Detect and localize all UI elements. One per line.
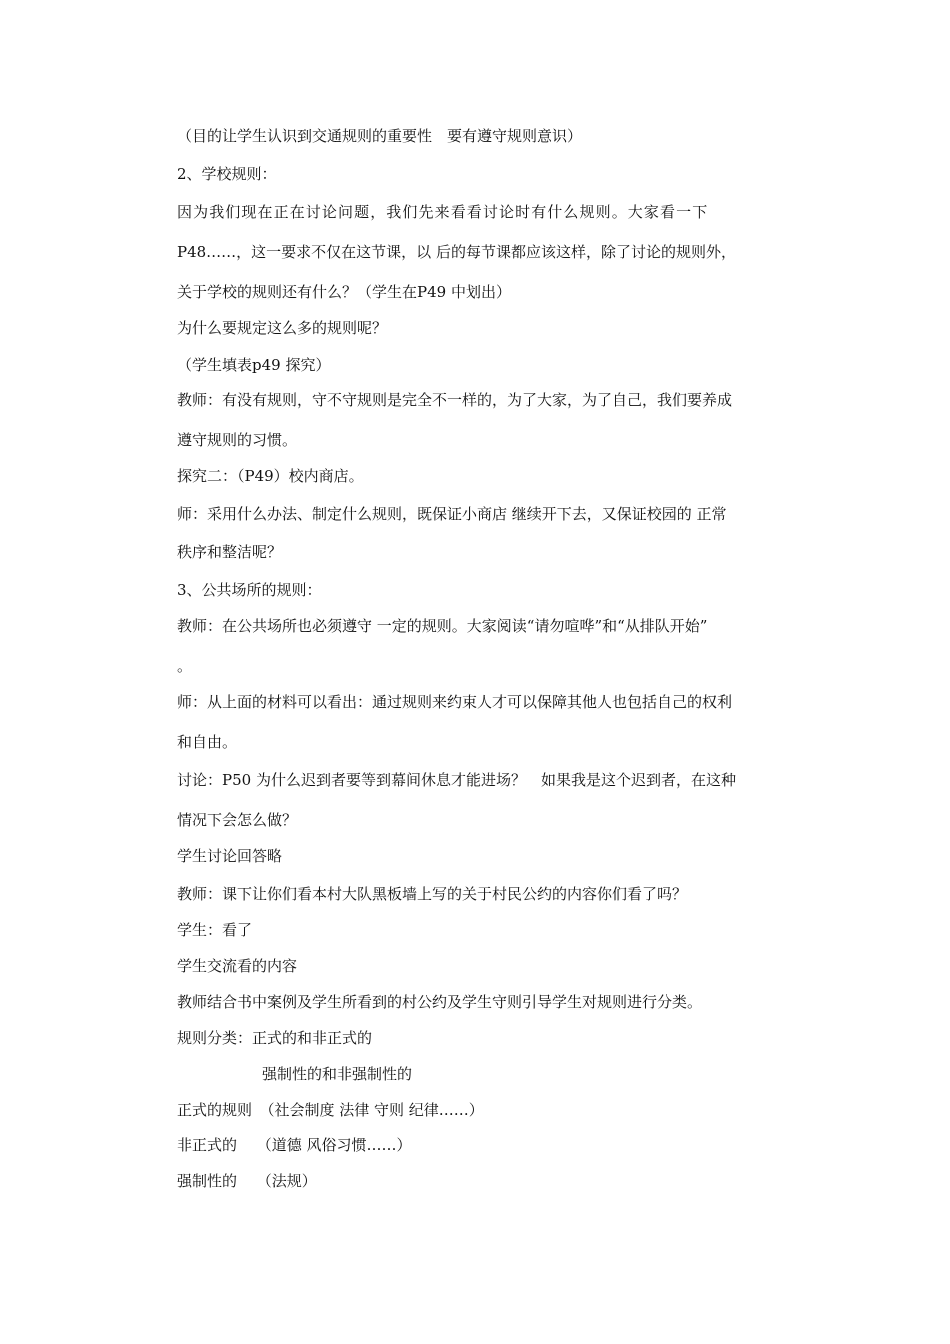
text-line: 关于学校的规则还有什么？（学生在P49 中划出） — [177, 283, 511, 301]
text-line: 。 — [177, 657, 193, 675]
text-line: 和自由。 — [177, 733, 238, 751]
text-line: 师：采用什么办法、制定什么规则，既保证小商店 继续开下去，又保证校园的 正常 — [177, 505, 727, 523]
text-line: 遵守规则的习惯。 — [177, 431, 298, 449]
text-line: 教师：有没有规则，守不守规则是完全不一样的，为了大家，为了自己，我们要养成 — [177, 391, 733, 409]
text-line: 强制性的 （法规） — [177, 1172, 317, 1190]
text-line: 师：从上面的材料可以看出：通过规则来约束人才可以保障其他人也包括自己的权利 — [177, 693, 733, 711]
text-line: 非正式的 （道德 风俗习惯……） — [177, 1136, 412, 1154]
text-line: 强制性的和非强制性的 — [262, 1065, 413, 1083]
section-heading: 3、公共场所的规则： — [177, 581, 322, 599]
text-line: 因为我们现在正在讨论问题，我们先来看看讨论时有什么规则。大家看一下 — [177, 203, 709, 221]
text-line: 教师：在公共场所也必须遵守 一定的规则。大家阅读“请勿喧哗”和“从排队开始” — [177, 617, 708, 635]
text-line: （目的让学生认识到交通规则的重要性 要有遵守规则意识） — [177, 127, 583, 145]
text-line: 学生讨论回答略 — [177, 847, 283, 865]
text-line: 学生交流看的内容 — [177, 957, 298, 975]
text-line: 秩序和整洁呢？ — [177, 543, 283, 561]
text-line: 教师结合书中案例及学生所看到的村公约及学生守则引导学生对规则进行分类。 — [177, 993, 703, 1011]
text-line: 正式的规则 （社会制度 法律 守则 纪律……） — [177, 1101, 484, 1119]
text-line: 教师：课下让你们看本村大队黑板墙上写的关于村民公约的内容你们看了吗？ — [177, 885, 688, 903]
text-line: 讨论：P50 为什么迟到者要等到幕间休息才能进场？ 如果我是这个迟到者，在这种 — [177, 771, 736, 789]
text-line: 学生：看了 — [177, 921, 253, 939]
text-line: 探究二：（P49）校内商店。 — [177, 467, 364, 485]
text-line: P48……，这一要求不仅在这节课，以 后的每节课都应该这样，除了讨论的规则外， — [177, 243, 736, 261]
text-line: 情况下会怎么做？ — [177, 811, 298, 829]
text-line: 规则分类：正式的和非正式的 — [177, 1029, 373, 1047]
text-line: 为什么要规定这么多的规则呢？ — [177, 319, 388, 337]
text-line: （学生填表p49 探究） — [177, 356, 331, 374]
section-heading: 2、学校规则： — [177, 165, 277, 183]
